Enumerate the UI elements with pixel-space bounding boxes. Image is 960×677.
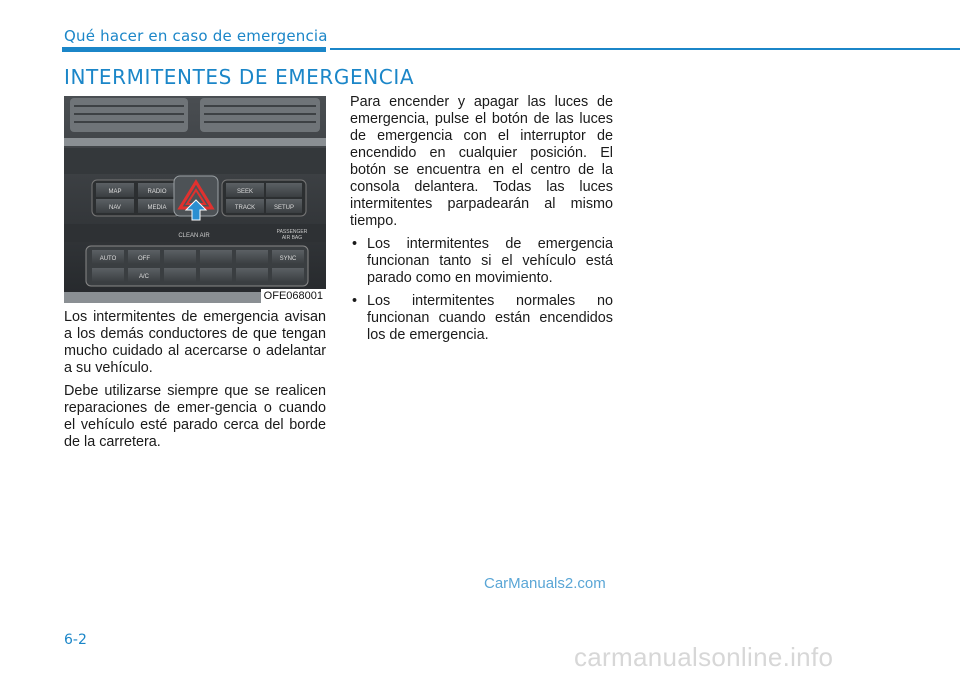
auto-button-label: AUTO xyxy=(99,256,117,262)
air-bag-label: AIR BAG xyxy=(281,235,303,241)
list-item xyxy=(350,236,613,287)
media-button-label: MEDIA xyxy=(147,205,167,211)
ac-button-label: A/C xyxy=(138,274,150,280)
list-item-text: Los intermitentes de emergencia funcionan tanto si el vehículo está parado como en movimiento. xyxy=(367,236,613,286)
section-title: INTERMITENTES DE EMERGENCIA xyxy=(64,65,415,89)
list-item xyxy=(350,293,613,344)
hazard-button-figure xyxy=(64,96,326,303)
seek-button-label: SEEK xyxy=(236,189,254,195)
header-rule-thick xyxy=(62,47,326,52)
running-header: Qué hacer en caso de emergencia xyxy=(64,27,328,45)
climate-control-panel xyxy=(86,246,308,286)
paragraph: Para encender y apagar las luces de emergencia, pulse el botón de las luces de emergencia con el interruptor de encendido en cualquier posición. El botón se encuentra en el centro de la consola delantera. Todas las luces intermitentes parpadearán al mismo tiempo. xyxy=(350,94,613,229)
paragraph: Debe utilizarse siempre que se realicen reparaciones de emer-gencia o cuando el vehículo esté parado cerca del borde de la carretera. xyxy=(64,383,326,450)
header-rule-thin xyxy=(330,48,960,50)
page-number: 6-2 xyxy=(64,632,87,648)
right-column xyxy=(350,94,613,350)
navigation-button-panel xyxy=(222,180,306,216)
bullet-list xyxy=(350,236,613,344)
track-button-label: TRACK xyxy=(234,205,256,211)
console-illustration xyxy=(64,96,326,303)
audio-button-panel xyxy=(92,180,180,216)
bullet-glyph: • xyxy=(352,236,358,252)
bullet-glyph: • xyxy=(352,293,358,309)
figure-code: OFE068001 xyxy=(261,289,326,303)
off-button-label: OFF xyxy=(138,256,150,262)
map-button-label: MAP xyxy=(108,189,122,195)
watermark-link[interactable]: CarManuals2.com xyxy=(484,575,606,592)
left-column xyxy=(64,309,326,457)
paragraph: Los intermitentes de emergencia avisan a los demás conductores de que tengan mucho cuidado al acercarse o adelantar a su vehículo. xyxy=(64,309,326,376)
sync-button-label: SYNC xyxy=(279,256,297,262)
radio-button-label: RADIO xyxy=(147,189,167,195)
setup-button-label: SETUP xyxy=(273,205,295,211)
footer-watermark: carmanualsonline.info xyxy=(574,642,834,672)
passenger-label: PASSENGER xyxy=(276,229,308,235)
clean-air-label: CLEAN AIR xyxy=(178,233,210,239)
list-item-text: Los intermitentes normales no funcionan cuando están encendidos los de emergencia. xyxy=(367,293,613,343)
nav-button-label: NAV xyxy=(109,205,121,211)
